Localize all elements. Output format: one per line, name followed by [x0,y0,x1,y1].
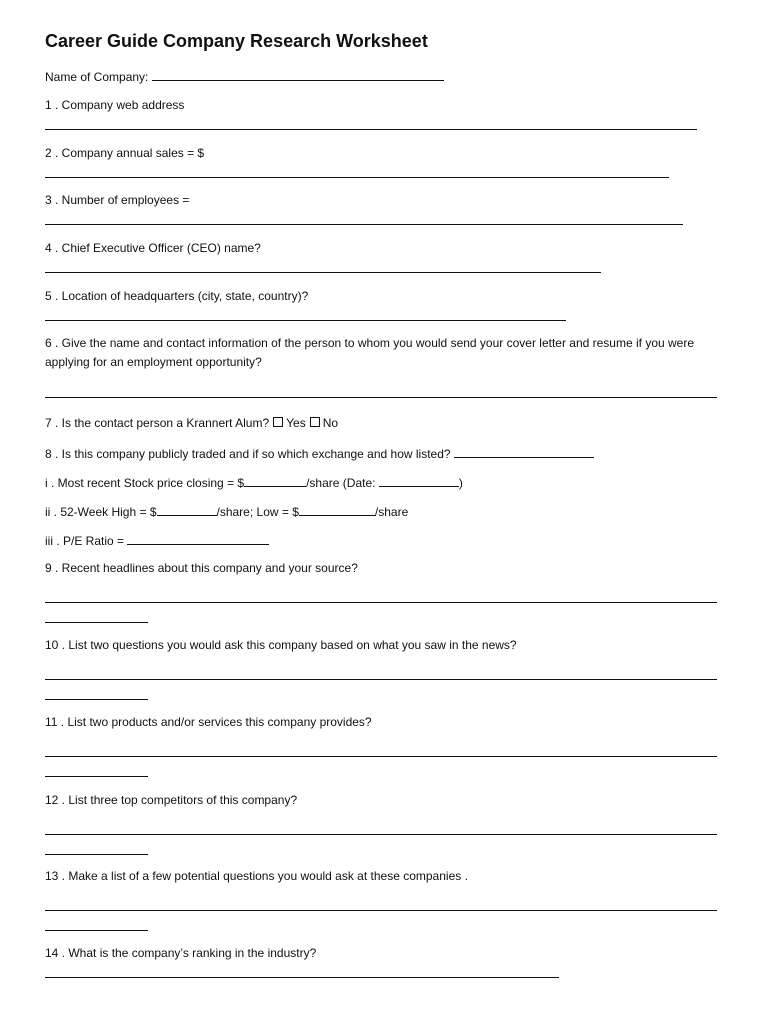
question-2: 2 . Company annual sales = $ [45,146,205,160]
answer-line-2[interactable] [45,177,669,178]
question-13: 13 . Make a list of a few potential questions you would ask at these companies . [45,869,468,883]
question-4: 4 . Chief Executive Officer (CEO) name? [45,241,261,255]
week-low-label: /share; Low = $ [216,505,299,519]
yes-checkbox[interactable] [273,417,283,427]
answer-line-12a[interactable] [45,834,717,835]
no-label: No [322,416,339,430]
stock-date-blank[interactable] [379,474,459,487]
company-name-row [45,68,444,84]
answer-line-1[interactable] [45,129,697,130]
answer-line-5[interactable] [45,320,566,321]
question-3: 3 . Number of employees = [45,193,190,207]
answer-line-9b[interactable] [45,622,148,623]
question-8-text: 8 . Is this company publicly traded and if so which exchange and how listed? [45,447,451,461]
answer-line-13a[interactable] [45,910,717,911]
question-8ii [45,503,408,519]
answer-line-14[interactable] [45,977,559,978]
answer-line-11b[interactable] [45,776,148,777]
answer-line-9a[interactable] [45,602,717,603]
question-5: 5 . Location of headquarters (city, state, country)? [45,289,309,303]
answer-line-6[interactable] [45,397,717,398]
question-1: 1 . Company web address [45,98,185,112]
answer-line-12b[interactable] [45,854,148,855]
question-6: 6 . Give the name and contact information of the person to whom you would send your cover letter and resume if you were applying for an employment opportunity? [45,336,695,369]
question-8i [45,474,463,490]
week-low-blank[interactable] [299,503,375,516]
question-10: 10 . List two questions you would ask this company based on what you saw in the news? [45,638,517,652]
question-7 [45,416,338,430]
answer-line-10a[interactable] [45,679,717,680]
question-7-text: 7 . Is the contact person a Krannert Alum? [45,416,270,430]
question-8 [45,445,594,461]
answer-line-11a[interactable] [45,756,717,757]
question-11: 11 . List two products and/or services this company provides? [45,715,372,729]
week-high-blank[interactable] [157,503,217,516]
exchange-blank[interactable] [454,445,594,458]
company-name-label: Name of Company: [45,70,149,84]
stock-date-label: /share (Date: [306,476,376,490]
page-title: Career Guide Company Research Worksheet [45,31,428,51]
pe-ratio-label: iii . P/E Ratio = [45,534,125,548]
question-12: 12 . List three top competitors of this company? [45,793,298,807]
question-8iii [45,532,269,548]
no-checkbox[interactable] [310,417,320,427]
answer-line-10b[interactable] [45,699,148,700]
pe-ratio-blank[interactable] [127,532,269,545]
yes-label: Yes [286,416,306,430]
question-14: 14 . What is the company’s ranking in the industry? [45,946,317,960]
stock-price-label: i . Most recent Stock price closing = $ [45,476,245,490]
answer-line-13b[interactable] [45,930,148,931]
week-high-label: ii . 52-Week High = $ [45,505,157,519]
stock-price-blank[interactable] [244,474,306,487]
answer-line-3[interactable] [45,224,683,225]
week-low-unit: /share [374,505,409,519]
company-name-blank[interactable] [152,68,444,81]
stock-date-close: ) [458,476,463,490]
question-9: 9 . Recent headlines about this company and your source? [45,561,358,575]
answer-line-4[interactable] [45,272,601,273]
